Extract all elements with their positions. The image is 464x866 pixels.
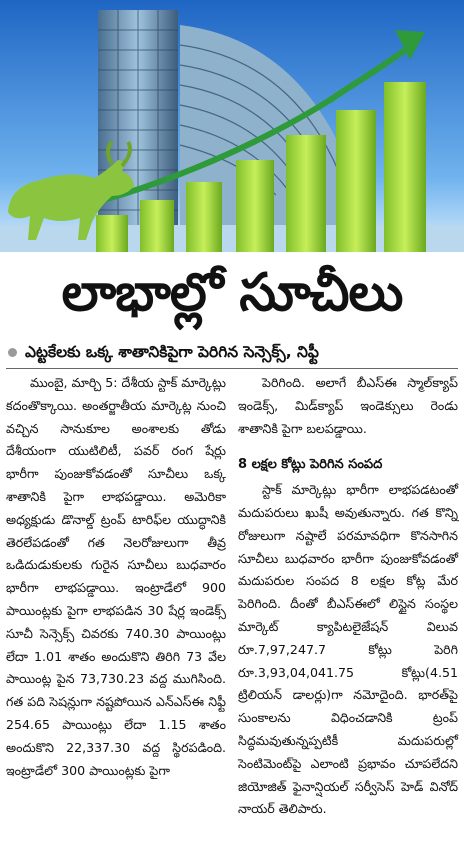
- article-column-2: [238, 372, 458, 821]
- column-2-text-top: పెరిగింది. అలాగే బీఎస్ఈ స్మాల్‌క్యాప్ ఇండెక్స్, మిడ్‌క్యాప్ ఇండెక్సులు రెండు శాతానికి పైగా బలపడ్డాయి.: [238, 375, 458, 436]
- divider: [6, 368, 458, 369]
- hero-image: [0, 0, 464, 252]
- market-illustration: [0, 0, 464, 252]
- bullet-icon: [8, 348, 17, 357]
- subheadline-text: ఎట్టకేలకు ఒక్క శాతానికిపైగా పెరిగిన సెన్సెక్స్, నిఫ్టీ: [25, 343, 319, 361]
- column-2-text-bottom: స్టాక్ మార్కెట్లు భారీగా లాభపడటంతో మదుపరులు ఖుషీ అవుతున్నారు. గత కొన్ని రోజులుగా నష్టాలే పరమావధిగా కొనసాగిన సూచీలు బుధవారం భారీగా పుంజుకోవడంతో మదుపరుల సంపద 8 లక్షల కోట్ల మేర పెరిగింది. దీంతో బీఎస్ఈలో లిస్టైన సంస్థల మార్కెట్ క్యాపిటలైజేషన్ విలువ రూ.7,97,247.7 కోట్లు పెరిగి రూ.3,93,04,041.75 కోట్లు(4.51 ట్రిలియన్ డాలర్లు)గా నమోదైంది. భారత్‌పై సుంకాలను విధించడానికి ట్రంప్ సిద్ధమవుతున్నప్పటికీ మదుపరుల్లో సెంటిమెంట్‌పై ఎలాంటి ప్రభావం చూపలేదని జియోజిత్ ఫైనాన్షియల్ సర్వీసెస్ హెడ్ వినోద్ నాయర్ తెలిపారు.: [238, 482, 458, 817]
- column-1-text: ముంబై, మార్చి 5: దేశీయ స్టాక్ మార్కెట్లు కదంతొక్కాయి. అంతర్జాతీయ మార్కెట్ల నుంచి వచ్చిన సానుకూల అంశాలకు తోడు దేశీయంగా యుటిలిటీ, పవర్ రంగ షేర్లు భారీగా పుంజుకోవడంతో సూచీలు ఒక్క శాతానికి పైగా లాభపడ్డాయి. అమెరికా అధ్యక్షుడు డొనాల్డ్ ట్రంప్ టారిఫ్‌ల యుద్ధానికి తెరలేపడంతో గత నెలరోజులుగా తీవ్ర ఒడిదుడుకులకు గురైన సూచీలు బుధవారం భారీగా లాభపడ్డాయి. ఇంట్రాడేలో 900 పాయింట్లకు పైగా లాభపడిన 30 షేర్ల ఇండెక్స్ సూచీ సెన్సెక్స్ చివరకు 740.30 పాయింట్లు లేదా 1.01 శాతం అందుకొని తిరిగి 73 వేల పాయింట్ల పైన 73,730.23 వద్ద ముగిసింది. గత పది సెషన్లుగా నష్టపోయిన ఎన్ఎస్ఈ నిఫ్టీ 254.65 పాయింట్లు లేదా 1.15 శాతం అందుకొని 22,337.30 వద్ద స్థిరపడింది. ఇంట్రాడేలో 300 పాయింట్లకు పైగా: [6, 375, 226, 778]
- article-column-1: [6, 372, 226, 782]
- headline: లాభాల్లో సూచీలు: [61, 263, 403, 323]
- subheadline: [8, 338, 456, 366]
- column-2-subheading: 8 లక్షల కోట్లు పెరిగిన సంపద: [238, 457, 383, 473]
